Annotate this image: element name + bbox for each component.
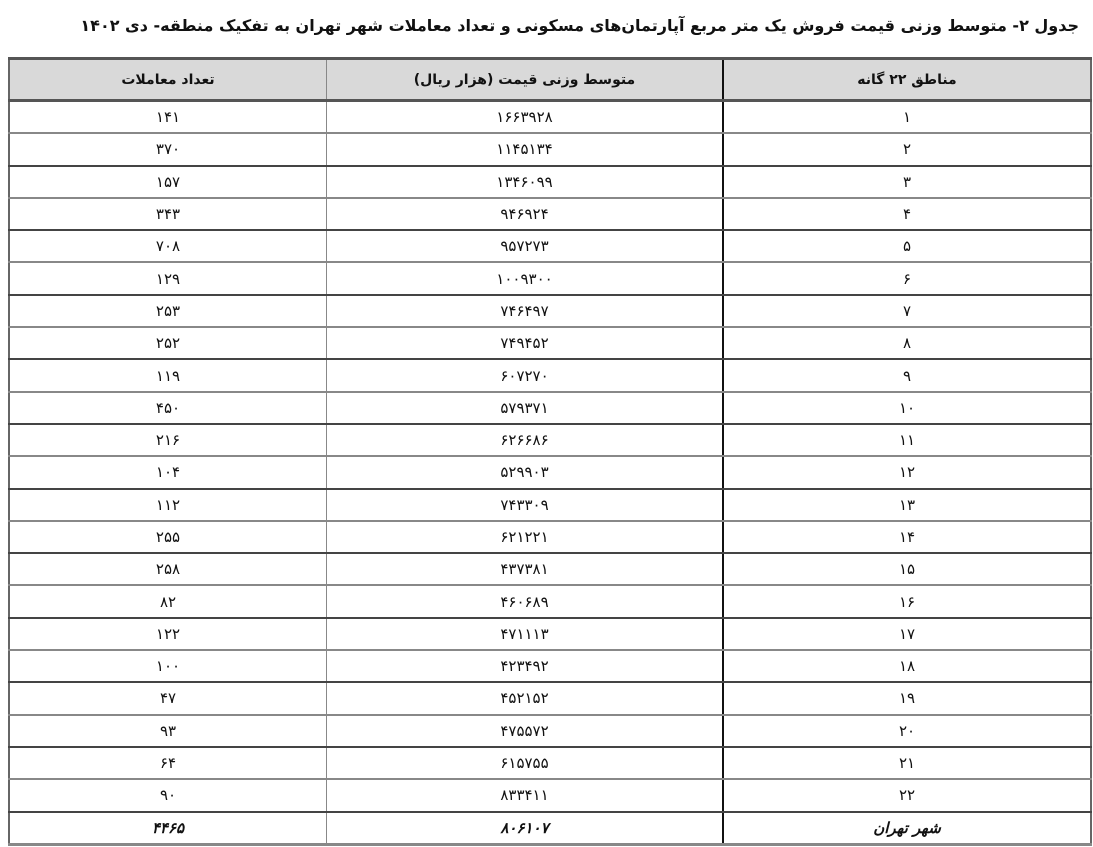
table-row [9, 779, 1091, 811]
region-cell: ۱۰ [723, 392, 1091, 424]
price-cell: ۶۲۶۶۸۶ [327, 424, 724, 456]
region-cell: ۸ [723, 327, 1091, 359]
count-cell: ۲۵۲ [9, 327, 327, 359]
price-cell: ۷۴۶۴۹۷ [327, 295, 724, 327]
region-cell: ۱۷ [723, 618, 1091, 650]
table-row [9, 650, 1091, 682]
price-cell: ۱۱۴۵۱۳۴ [327, 133, 724, 165]
table-row [9, 295, 1091, 327]
price-cell: ۹۵۷۲۷۳ [327, 230, 724, 262]
table-row [9, 747, 1091, 779]
count-cell: ۱۵۷ [9, 166, 327, 198]
price-cell: ۴۶۰۶۸۹ [327, 585, 724, 617]
table-row [9, 101, 1091, 134]
price-cell: ۴۵۲۱۵۲ [327, 682, 724, 714]
region-cell: ۱۱ [723, 424, 1091, 456]
table-row [9, 166, 1091, 198]
region-cell: ۲ [723, 133, 1091, 165]
count-cell: ۷۰۸ [9, 230, 327, 262]
total-label: شهر تهران [723, 812, 1091, 845]
count-cell: ۲۵۳ [9, 295, 327, 327]
region-cell: ۴ [723, 198, 1091, 230]
region-cell: ۶ [723, 262, 1091, 294]
count-cell: ۱۲۲ [9, 618, 327, 650]
count-cell: ۲۱۶ [9, 424, 327, 456]
region-cell: ۲۱ [723, 747, 1091, 779]
count-cell: ۳۷۰ [9, 133, 327, 165]
region-cell: ۳ [723, 166, 1091, 198]
region-cell: ۱۹ [723, 682, 1091, 714]
header-price: متوسط وزنی قیمت (هزار ریال) [327, 59, 724, 101]
region-cell: ۱۶ [723, 585, 1091, 617]
table-row [9, 553, 1091, 585]
region-cell: ۱۳ [723, 489, 1091, 521]
count-cell: ۶۴ [9, 747, 327, 779]
count-cell: ۴۷ [9, 682, 327, 714]
price-cell: ۶۲۱۲۲۱ [327, 521, 724, 553]
price-cell: ۷۴۳۳۰۹ [327, 489, 724, 521]
count-cell: ۱۱۹ [9, 359, 327, 391]
table-row [9, 198, 1091, 230]
count-cell: ۱۱۲ [9, 489, 327, 521]
price-table [8, 57, 1092, 846]
table-row [9, 456, 1091, 488]
price-cell: ۵۷۹۳۷۱ [327, 392, 724, 424]
count-cell: ۱۴۱ [9, 101, 327, 134]
table-row [9, 424, 1091, 456]
price-cell: ۹۴۶۹۲۴ [327, 198, 724, 230]
price-cell: ۴۷۱۱۱۳ [327, 618, 724, 650]
count-cell: ۴۵۰ [9, 392, 327, 424]
header-row [9, 59, 1091, 101]
count-cell: ۲۵۵ [9, 521, 327, 553]
price-cell: ۶۱۵۷۵۵ [327, 747, 724, 779]
count-cell: ۸۲ [9, 585, 327, 617]
price-cell: ۶۰۷۲۷۰ [327, 359, 724, 391]
total-row [9, 812, 1091, 845]
price-cell: ۴۷۵۵۷۲ [327, 715, 724, 747]
count-cell: ۱۰۴ [9, 456, 327, 488]
price-cell: ۵۲۹۹۰۳ [327, 456, 724, 488]
table-row [9, 682, 1091, 714]
count-cell: ۱۲۹ [9, 262, 327, 294]
table-row [9, 392, 1091, 424]
table-row [9, 262, 1091, 294]
price-cell: ۴۲۳۴۹۲ [327, 650, 724, 682]
table-row [9, 618, 1091, 650]
count-cell: ۹۳ [9, 715, 327, 747]
region-cell: ۲۰ [723, 715, 1091, 747]
header-region: مناطق ۲۲ گانه [723, 59, 1091, 101]
region-cell: ۲۲ [723, 779, 1091, 811]
region-cell: ۷ [723, 295, 1091, 327]
region-cell: ۱ [723, 101, 1091, 134]
table-row [9, 521, 1091, 553]
region-cell: ۹ [723, 359, 1091, 391]
count-cell: ۳۴۳ [9, 198, 327, 230]
table-row [9, 359, 1091, 391]
table-row [9, 327, 1091, 359]
region-cell: ۱۴ [723, 521, 1091, 553]
header-count: تعداد معاملات [9, 59, 327, 101]
price-cell: ۸۳۳۴۱۱ [327, 779, 724, 811]
table-title: جدول ۲- متوسط وزنی قیمت فروش یک متر مربع آپارتمان‌های مسکونی و تعداد معاملات شهر تهران به تفکیک منطقه- دی ۱۴۰۲ [80, 16, 1079, 35]
count-cell: ۹۰ [9, 779, 327, 811]
total-price: ۸۰۶۱۰۷ [327, 812, 724, 845]
table-row [9, 489, 1091, 521]
table-row [9, 133, 1091, 165]
count-cell: ۲۵۸ [9, 553, 327, 585]
region-cell: ۱۸ [723, 650, 1091, 682]
price-cell: ۴۳۷۳۸۱ [327, 553, 724, 585]
table-row [9, 585, 1091, 617]
price-cell: ۱۳۴۶۰۹۹ [327, 166, 724, 198]
table-row [9, 230, 1091, 262]
price-cell: ۷۴۹۴۵۲ [327, 327, 724, 359]
price-cell: ۱۰۰۹۳۰۰ [327, 262, 724, 294]
region-cell: ۱۵ [723, 553, 1091, 585]
table-row [9, 715, 1091, 747]
total-count: ۴۴۶۵ [9, 812, 327, 845]
region-cell: ۵ [723, 230, 1091, 262]
price-cell: ۱۶۶۳۹۲۸ [327, 101, 724, 134]
region-cell: ۱۲ [723, 456, 1091, 488]
count-cell: ۱۰۰ [9, 650, 327, 682]
